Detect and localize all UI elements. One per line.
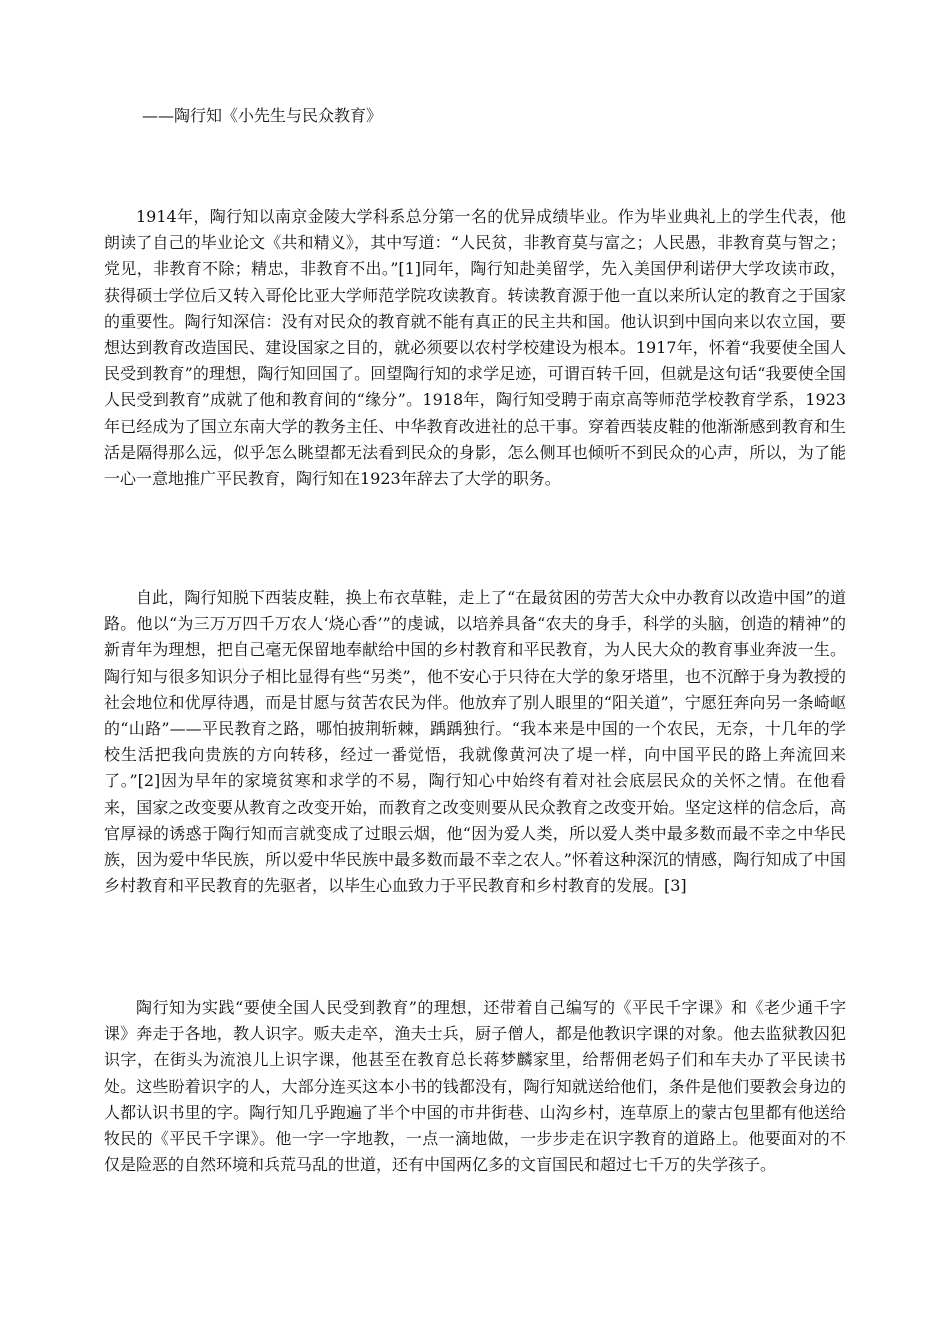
paragraph-1914-graduation: 1914年，陶行知以南京金陵大学科系总分第一名的优异成绩毕业。作为毕业典礼上的学生代表，他朗读了自己的毕业论文《共和精义》，其中写道：“人民贫，非教育莫与富之；人民愚，非教育莫与智之；党见，非教育不除；精忠，非教育不出。”[1]同年，陶行知赴美留学，先入美国伊利诺伊大学攻读市政，获得硕士学位后又转入哥伦比亚大学师范学院攻读教育。转读教育源于他一直以来所认定的教育之于国家的重要性。陶行知深信：没有对民众的教育就不能有真正的民主共和国。他认识到中国向来以农立国，要想达到教育改造国民、建设国家之目的，就必须要以农村学校建设为根本。1917年，怀着“我要使全国人民受到教育”的理想，陶行知回国了。回望陶行知的求学足迹，可谓百转千回，但就是这句话“我要使全国人民受到教育”成就了他和教育间的“缘分”。1918年，陶行知受聘于南京高等师范学校教育学系，1923年已经成为了国立东南大学的教务主任、中华教育改进社的总干事。穿着西装皮鞋的他渐渐感到教育和生活是隔得那么远，似乎怎么眺望都无法看到民众的身影，怎么侧耳也倾听不到民众的心声，所以，为了能一心一意地推广平民教育，陶行知在1923年辞去了大学的职务。 bbox=[104, 207, 846, 489]
paragraph-civilian-education: 自此，陶行知脱下西装皮鞋，换上布衣草鞋，走上了“在最贫困的劳苦大众中办教育以改造中国”的道路。他以“为三万万四千万农人‘烧心香’”的虔诚，以培养具备“农夫的身手，科学的头脑，创造的精神”的新青年为理想，把自己毫无保留地奉献给中国的乡村教育和平民教育，为人民大众的教育事业奔波一生。陶行知与很多知识分子相比显得有些“另类”，他不安心于只待在大学的象牙塔里，也不沉醉于身为教授的社会地位和优厚待遇，而是甘愿与贫苦农民为伴。他放弃了别人眼里的“阳关道”，宁愿狂奔向另一条崎岖的“山路”——平民教育之路，哪怕披荆斩棘，踽踽独行。“我本来是中国的一个农民，无奈，十几年的学校生活把我向贵族的方向转移，经过一番觉悟，我就像黄河决了堤一样，向中国平民的路上奔流回来了。”[2]因为早年的家境贫寒和求学的不易，陶行知心中始终有着对社会底层民众的关怀之情。在他看来，国家之改变要从教育之改变开始，而教育之改变则要从民众教育之改变开始。坚定这样的信念后，高官厚禄的诱惑于陶行知而言就变成了过眼云烟，他“因为爱人类，所以爱人类中最多数而最不幸之中华民族，因为爱中华民族，所以爱中华民族中最多数而最不幸之农人。”怀着这种深沉的情感，陶行知成了中国乡村教育和平民教育的先驱者，以毕生心血致力于平民教育和乡村教育的发展。[3] bbox=[104, 588, 846, 896]
quote-attribution: ——陶行知《小先生与民众教育》 bbox=[142, 106, 383, 125]
paragraph-literacy-courses: 陶行知为实践“要使全国人民受到教育”的理想，还带着自己编写的《平民千字课》和《老少通千字课》奔走于各地，教人识字。贩夫走卒，渔夫士兵，厨子僧人，都是他教识字课的对象。他去监狱教囚犯识字，在街头为流浪儿上识字课，他甚至在教育总长蒋梦麟家里，给帮佣老妈子们和车夫办了平民读书处。这些盼着识字的人，大部分连买这本小书的钱都没有，陶行知就送给他们，条件是他们要教会身边的人都认识书里的字。陶行知几乎跑遍了半个中国的市井街巷、山沟乡村，连草原上的蒙古包里都有他送给牧民的《平民千字课》。他一字一字地教，一点一滴地做，一步步走在识字教育的道路上。他要面对的不仅是险恶的自然环境和兵荒马乱的世道，还有中国两亿多的文盲国民和超过七千万的失学孩子。 bbox=[104, 998, 846, 1175]
